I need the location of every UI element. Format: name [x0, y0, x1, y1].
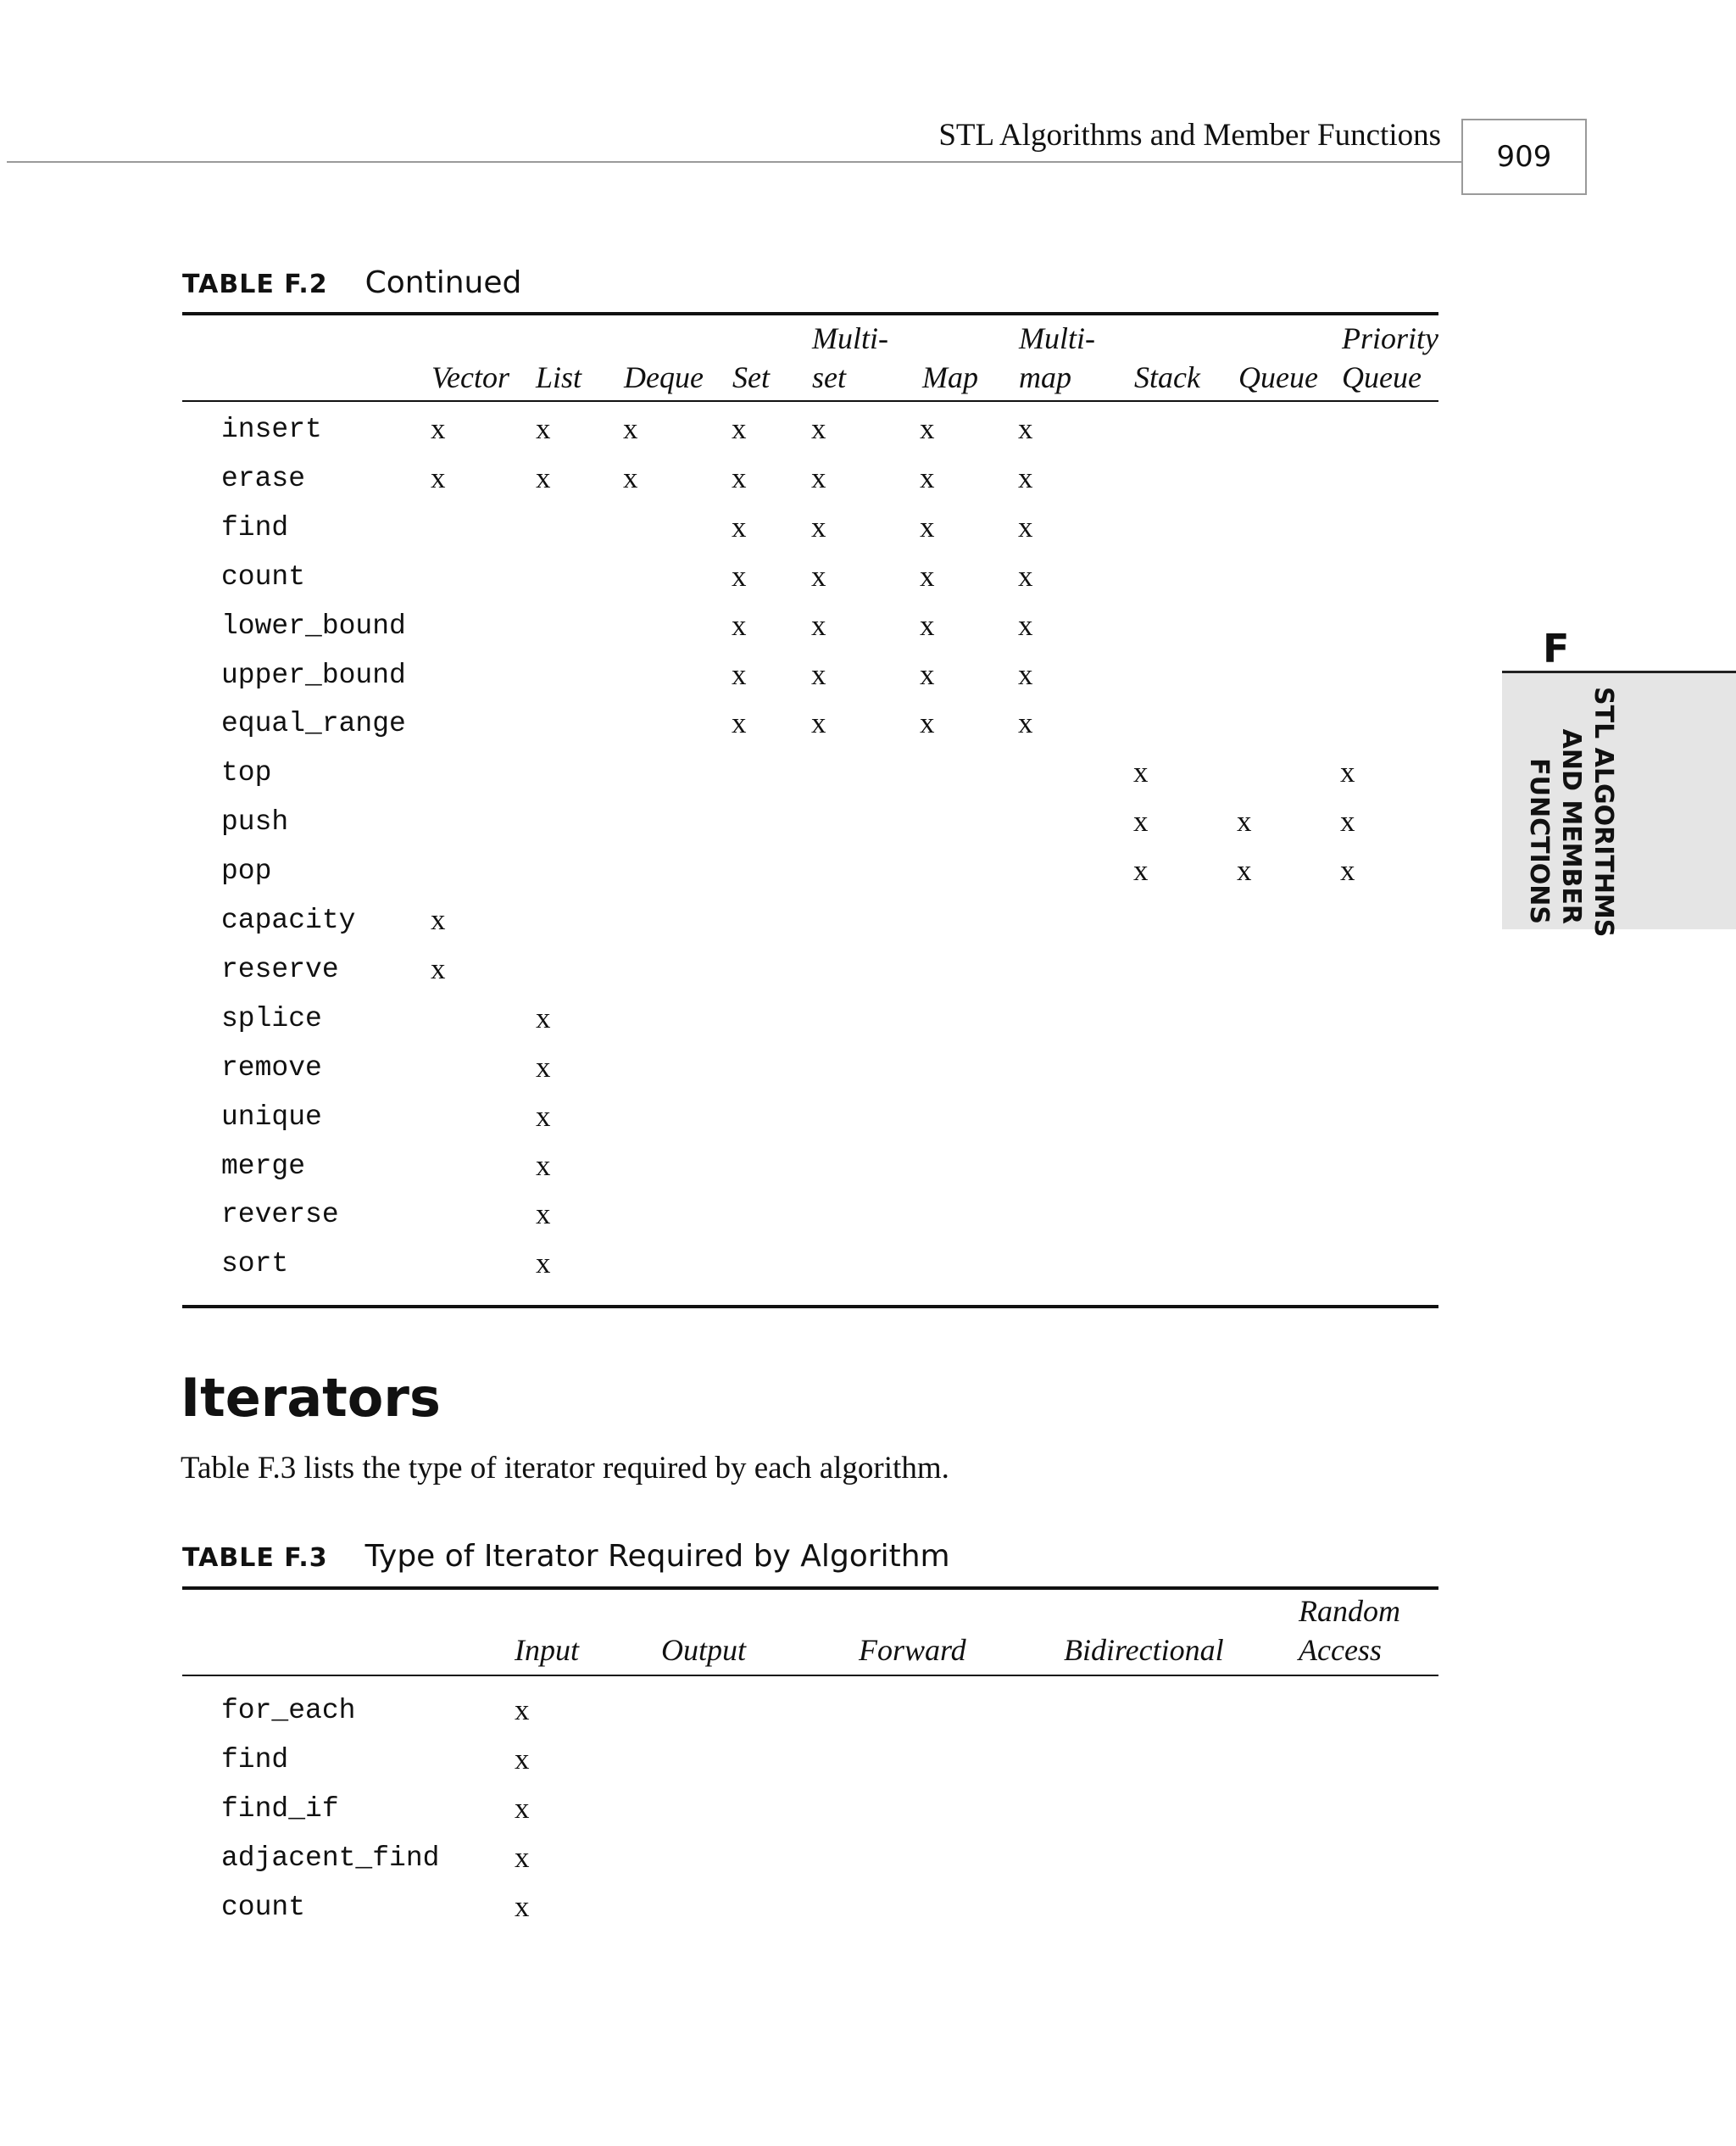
- table_f2-mark: x: [811, 706, 826, 740]
- table-f3-header-rule: [182, 1675, 1438, 1676]
- table_f2-row-name: capacity: [221, 905, 356, 936]
- column-header-line-2: map: [1019, 360, 1071, 394]
- column-header-line-2: Stack: [1134, 360, 1200, 394]
- table_f2-column-header: [1238, 319, 1318, 397]
- chapter-tab-line: AND MEMBER: [1556, 728, 1586, 924]
- table_f2-mark: x: [732, 460, 747, 494]
- table_f2-mark: x: [536, 1197, 551, 1231]
- table_f3-row-name: adjacent_find: [221, 1842, 440, 1874]
- table_f3-column-header: [1299, 1591, 1400, 1669]
- page-number: 909: [1461, 119, 1587, 195]
- table_f2-mark: x: [1018, 510, 1033, 543]
- table_f2-mark: x: [1018, 608, 1033, 642]
- table_f2-row-name: lower_bound: [221, 610, 406, 642]
- table_f2-mark: x: [623, 460, 638, 494]
- column-header-line-2: Bidirectional: [1064, 1633, 1224, 1667]
- table_f2-mark: x: [431, 903, 446, 936]
- table_f2-row-name: merge: [221, 1150, 306, 1182]
- table_f2-column-header: [922, 319, 978, 397]
- column-header-line-1: Multi-: [812, 321, 888, 355]
- table_f2-mark: x: [1340, 755, 1355, 789]
- table_f2-mark: x: [732, 510, 747, 543]
- table_f2-mark: x: [920, 608, 935, 642]
- column-header-line-1: Multi-: [1019, 321, 1095, 355]
- table_f2-row-name: equal_range: [221, 708, 406, 740]
- table_f2-column-header: [536, 319, 581, 397]
- table_f2-mark: x: [1340, 854, 1355, 888]
- table-f2-label: TABLE F.2: [182, 270, 328, 299]
- table_f2-row-name: top: [221, 757, 272, 789]
- table_f2-mark: x: [536, 460, 551, 494]
- intro-paragraph: Table F.3 lists the type of iterator required by each algorithm.: [181, 1451, 949, 1485]
- table-f2-top-rule: [182, 312, 1438, 315]
- table_f2-row-name: reserve: [221, 953, 339, 985]
- section-heading: Iterators: [181, 1367, 441, 1429]
- table_f2-row-name: find: [221, 511, 289, 543]
- column-header-line-1: [1064, 1591, 1224, 1630]
- table_f2-mark: x: [1018, 657, 1033, 691]
- table_f2-mark: x: [1018, 460, 1033, 494]
- table_f2-mark: x: [920, 412, 935, 445]
- table-f3-caption-text: Type of Iterator Required by Algorithm: [364, 1539, 950, 1574]
- table_f2-mark: x: [431, 412, 446, 445]
- table_f2-mark: x: [920, 657, 935, 691]
- column-header-line-1: [1238, 319, 1318, 358]
- table-f2-bottom-rule: [182, 1305, 1438, 1308]
- table_f2-mark: x: [920, 706, 935, 740]
- table_f2-row-name: reverse: [221, 1199, 339, 1231]
- table_f2-mark: x: [536, 1050, 551, 1084]
- column-header-line-1: [515, 1591, 579, 1630]
- table_f3-column-header: [661, 1591, 746, 1669]
- table_f3-row-name: for_each: [221, 1695, 356, 1726]
- table_f2-mark: x: [1018, 559, 1033, 593]
- chapter-tab-letter: F: [1543, 626, 1570, 672]
- table_f2-mark: x: [920, 510, 935, 543]
- table_f2-row-name: pop: [221, 856, 272, 888]
- table_f2-column-header: [1342, 319, 1438, 397]
- column-header-line-1: [859, 1591, 966, 1630]
- table_f2-column-header: [732, 319, 770, 397]
- table_f2-column-header: [624, 319, 704, 397]
- table_f2-row-name: unique: [221, 1101, 322, 1133]
- table_f3-column-header: [859, 1591, 966, 1669]
- table_f3-column-header: [1064, 1591, 1224, 1669]
- table_f2-mark: x: [431, 951, 446, 985]
- chapter-tab-line: FUNCTIONS: [1524, 758, 1554, 924]
- table_f2-mark: x: [1018, 706, 1033, 740]
- table_f3-row-name: find_if: [221, 1792, 339, 1825]
- table_f3-mark: x: [515, 1693, 530, 1726]
- column-header-line-1: [732, 319, 770, 358]
- chapter-tab-label: [1522, 687, 1619, 938]
- table_f2-mark: x: [536, 1001, 551, 1034]
- table_f2-column-header: [1019, 319, 1095, 397]
- column-header-line-1: [661, 1591, 746, 1630]
- table_f2-mark: x: [1237, 854, 1252, 888]
- column-header-line-2: Input: [515, 1633, 579, 1667]
- table_f3-mark: x: [515, 1742, 530, 1775]
- table_f3-mark: x: [515, 1840, 530, 1874]
- table_f2-mark: x: [536, 1148, 551, 1182]
- table_f2-mark: x: [1237, 805, 1252, 839]
- column-header-line-1: [431, 319, 509, 358]
- table-f2-caption-text: Continued: [364, 265, 522, 300]
- column-header-line-2: Map: [922, 360, 978, 394]
- table_f2-mark: x: [1340, 805, 1355, 839]
- table-f2-header-rule: [182, 400, 1438, 402]
- running-title: STL Algorithms and Member Functions: [938, 118, 1441, 153]
- table_f2-mark: x: [732, 608, 747, 642]
- table_f2-column-header: [1134, 319, 1200, 397]
- table_f2-mark: x: [811, 412, 826, 445]
- table_f2-mark: x: [1133, 805, 1149, 839]
- column-header-line-1: [1134, 319, 1200, 358]
- table_f2-mark: x: [1018, 412, 1033, 445]
- header-rule: [7, 161, 1461, 163]
- column-header-line-2: Deque: [624, 360, 704, 394]
- column-header-line-2: Set: [732, 360, 770, 394]
- table_f2-mark: x: [732, 412, 747, 445]
- table_f2-row-name: sort: [221, 1248, 289, 1280]
- table_f2-row-name: splice: [221, 1002, 322, 1034]
- table_f2-mark: x: [536, 1099, 551, 1133]
- column-header-line-1: Random: [1299, 1594, 1400, 1628]
- table_f3-mark: x: [515, 1889, 530, 1923]
- table_f2-mark: x: [920, 559, 935, 593]
- table_f2-row-name: erase: [221, 462, 306, 494]
- table_f2-mark: x: [732, 559, 747, 593]
- column-header-line-2: List: [536, 360, 582, 394]
- column-header-line-1: Priority: [1342, 321, 1438, 355]
- table_f2-mark: x: [732, 657, 747, 691]
- table_f2-mark: x: [811, 657, 826, 691]
- table_f2-column-header: [812, 319, 888, 397]
- column-header-line-1: [624, 319, 704, 358]
- table_f2-mark: x: [811, 460, 826, 494]
- column-header-line-1: [536, 319, 581, 358]
- table_f2-mark: x: [536, 412, 551, 445]
- table_f2-row-name: count: [221, 560, 306, 593]
- column-header-line-2: Queue: [1238, 360, 1318, 394]
- table_f2-mark: x: [536, 1246, 551, 1280]
- table_f2-row-name: insert: [221, 414, 322, 445]
- table_f2-row-name: upper_bound: [221, 659, 406, 691]
- table-f3-caption: [182, 1539, 950, 1574]
- table_f2-mark: x: [920, 460, 935, 494]
- column-header-line-2: Output: [661, 1633, 747, 1667]
- chapter-tab-line: STL ALGORITHMS: [1589, 687, 1618, 938]
- table_f2-row-name: push: [221, 806, 289, 839]
- column-header-line-2: Access: [1299, 1633, 1382, 1667]
- table_f2-mark: x: [811, 559, 826, 593]
- column-header-line-2: Forward: [859, 1633, 966, 1667]
- column-header-line-1: [922, 319, 978, 358]
- table_f2-mark: x: [623, 412, 638, 445]
- column-header-line-2: set: [812, 360, 846, 394]
- column-header-line-2: Queue: [1342, 360, 1422, 394]
- table_f2-row-name: remove: [221, 1051, 322, 1084]
- table_f2-mark: x: [811, 510, 826, 543]
- table_f2-mark: x: [732, 706, 747, 740]
- table_f3-row-name: find: [221, 1743, 289, 1775]
- table-f3-top-rule: [182, 1586, 1438, 1590]
- table_f3-mark: x: [515, 1791, 530, 1825]
- column-header-line-2: Vector: [431, 360, 509, 394]
- table-f2-caption: [182, 265, 521, 300]
- table_f2-column-header: [431, 319, 509, 397]
- table_f2-mark: x: [431, 460, 446, 494]
- table_f2-mark: x: [1133, 755, 1149, 789]
- table_f3-column-header: [515, 1591, 579, 1669]
- table-f3-label: TABLE F.3: [182, 1543, 328, 1573]
- table_f2-mark: x: [811, 608, 826, 642]
- table_f2-mark: x: [1133, 854, 1149, 888]
- table_f3-row-name: count: [221, 1891, 306, 1923]
